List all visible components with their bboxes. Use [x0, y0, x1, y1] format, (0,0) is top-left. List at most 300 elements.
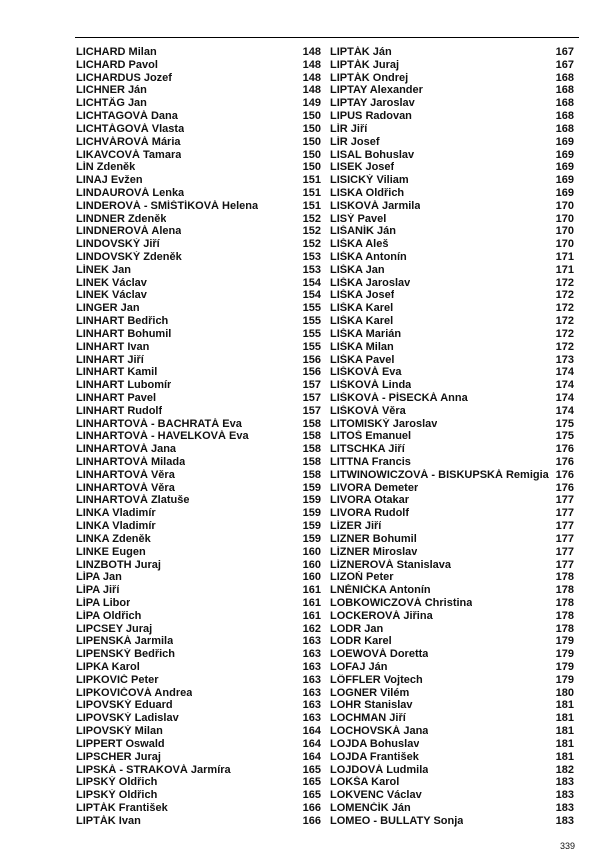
index-entry [76, 533, 321, 546]
index-entry [76, 302, 321, 315]
entry-page: 150 [302, 135, 321, 148]
index-entry [76, 289, 321, 302]
entry-name: LINHARTOVÁ Věra [76, 481, 175, 494]
entry-page: 177 [555, 532, 574, 545]
entry-name: LIPKOVIČ Peter [76, 673, 159, 686]
entry-name: LITTNA Francis [330, 456, 411, 468]
entry-page: 178 [555, 596, 574, 609]
entry-name: LINKA Vladimír [76, 520, 156, 533]
entry-page: 181 [555, 712, 574, 725]
entry-page: 166 [302, 801, 321, 814]
entry-name: LINHART Pavel [76, 391, 157, 404]
index-entry [76, 264, 321, 277]
entry-name: LIPSKÝ Oldřich [76, 789, 158, 802]
index-entry [330, 674, 574, 687]
index-entry [76, 776, 321, 789]
index-entry [76, 59, 321, 72]
entry-page: 161 [302, 596, 321, 609]
entry-name: LOMENČÍK Ján [330, 801, 411, 814]
entry-page: 159 [302, 481, 321, 494]
index-entry [76, 687, 321, 700]
index-entry [330, 725, 574, 738]
index-entry [76, 610, 321, 623]
entry-page: 178 [555, 571, 574, 584]
entry-name: LINHARTOVÁ - BACHRATÁ Eva [76, 417, 242, 430]
entry-name: LINHARTOVÁ - HAVELKOVÁ Eva [76, 430, 249, 443]
entry-page: 177 [555, 494, 574, 507]
entry-page: 163 [302, 661, 321, 673]
entry-name: LIŠKA Aleš [330, 238, 389, 251]
index-entry [330, 699, 574, 712]
entry-name: LITWINOWICZOVÁ - BISKUPSKÁ Remigia [330, 468, 549, 481]
entry-page: 170 [555, 199, 574, 212]
index-entry [76, 418, 321, 431]
index-entry [330, 213, 574, 226]
entry-name: LIPKA Karol [76, 661, 140, 673]
index-entry [76, 507, 321, 520]
entry-name: LIŠKOVÁ - PÍSECKÁ Anna [330, 391, 468, 404]
entry-name: LINEK Václav [76, 276, 147, 289]
entry-name: LIPPERT Oswald [76, 737, 165, 750]
entry-name: LIPTÁK Juraj [330, 58, 400, 71]
index-entry [76, 443, 321, 456]
entry-name: LOCHOVSKÁ Jana [330, 725, 429, 738]
entry-page: 183 [555, 801, 574, 814]
entry-page: 158 [302, 443, 321, 456]
entry-name: LINDNEROVÁ Alena [76, 225, 182, 238]
entry-name: LINHARTOVÁ Milada [76, 456, 186, 468]
entry-page: 161 [302, 609, 321, 622]
index-entry [330, 97, 574, 110]
entry-name: LIŠKA Karel [330, 315, 394, 328]
index-entry [330, 251, 574, 264]
entry-page: 168 [555, 71, 574, 84]
index-entry [330, 482, 574, 495]
entry-page: 170 [555, 238, 574, 251]
index-entry [330, 559, 574, 572]
index-entry [330, 751, 574, 764]
entry-name: LINAJ Evžen [76, 174, 143, 187]
index-entry [76, 354, 321, 367]
index-entry [76, 200, 321, 213]
index-entry [76, 328, 321, 341]
entry-page: 150 [302, 148, 321, 161]
entry-name: LODR Karel [330, 635, 392, 648]
index-entry [76, 238, 321, 251]
index-entry [76, 559, 321, 572]
entry-name: LOFAJ Ján [330, 661, 388, 673]
index-entry [76, 623, 321, 636]
entry-page: 156 [302, 353, 321, 366]
index-entry [330, 174, 574, 187]
entry-page: 155 [302, 302, 321, 315]
entry-name: LICHTAGOVÁ Dana [76, 110, 178, 123]
index-entry [330, 72, 574, 85]
index-entry [76, 571, 321, 584]
entry-page: 183 [555, 789, 574, 802]
entry-page: 150 [302, 161, 321, 174]
index-entry [76, 751, 321, 764]
entry-page: 155 [302, 327, 321, 340]
index-entry [76, 225, 321, 238]
entry-name: LITOMISKÝ Jaroslav [330, 417, 438, 430]
index-entry [330, 289, 574, 302]
entry-page: 176 [555, 443, 574, 456]
index-entry [330, 597, 574, 610]
index-entry [330, 776, 574, 789]
entry-name: LOCHMAN Jiří [330, 712, 406, 725]
index-entry [330, 238, 574, 251]
index-entry [76, 712, 321, 725]
entry-name: LIPTÁK Ondrej [330, 71, 409, 84]
index-entry [330, 520, 574, 533]
entry-name: LIZOŇ Peter [330, 571, 394, 584]
entry-page: 163 [302, 648, 321, 661]
entry-name: LÍPA Oldřich [76, 609, 142, 622]
entry-page: 149 [302, 97, 321, 110]
entry-page: 170 [555, 212, 574, 225]
entry-page: 174 [555, 379, 574, 392]
index-entry [330, 302, 574, 315]
entry-page: 154 [302, 276, 321, 289]
entry-name: LIZNER Bohumil [330, 532, 417, 545]
entry-page: 164 [302, 737, 321, 750]
entry-page: 155 [302, 340, 321, 353]
index-entry [330, 623, 574, 636]
entry-page: 157 [302, 391, 321, 404]
entry-name: LIPCSEY Juraj [76, 622, 153, 635]
index-entry [76, 546, 321, 559]
entry-page: 151 [302, 186, 321, 199]
entry-name: LIŠANÍK Ján [330, 225, 397, 238]
entry-page: 153 [302, 251, 321, 263]
index-entry [330, 46, 574, 59]
entry-name: LOJDA Bohuslav [330, 737, 420, 750]
index-entry [330, 815, 574, 828]
entry-name: LÍN Zdeněk [76, 161, 136, 174]
entry-page: 165 [302, 789, 321, 802]
index-column-right [330, 46, 574, 828]
entry-name: LIŠKA Karel [330, 302, 394, 315]
index-entry [76, 661, 321, 674]
index-entry [76, 379, 321, 392]
entry-name: LIPSKÁ - STRAKOVÁ Jarmíra [76, 763, 231, 776]
index-entry [76, 520, 321, 533]
entry-name: LIPOVSKÝ Milan [76, 725, 163, 738]
entry-name: LINZBOTH Juraj [76, 558, 161, 571]
entry-name: LISICKÝ Viliam [330, 174, 409, 187]
entry-name: LIŠKA Antonín [330, 251, 407, 263]
entry-name: LICHARD Milan [76, 46, 157, 58]
entry-page: 172 [555, 276, 574, 289]
index-entry [76, 699, 321, 712]
entry-page: 163 [302, 699, 321, 712]
entry-page: 183 [555, 776, 574, 789]
entry-page: 171 [555, 251, 574, 263]
index-entry [330, 161, 574, 174]
entry-page: 172 [555, 315, 574, 328]
entry-page: 148 [302, 71, 321, 84]
entry-page: 159 [302, 507, 321, 520]
entry-page: 152 [302, 238, 321, 251]
entry-page: 163 [302, 635, 321, 648]
entry-page: 160 [302, 571, 321, 584]
entry-name: LINKE Eugen [76, 545, 146, 558]
index-entry [330, 123, 574, 136]
entry-page: 176 [555, 468, 574, 481]
entry-page: 150 [302, 122, 321, 135]
entry-name: LIŠKA Josef [330, 289, 395, 302]
entry-name: LNĚNIČKA Antonín [330, 584, 431, 597]
index-entry [76, 161, 321, 174]
entry-page: 158 [302, 456, 321, 468]
index-entry [76, 123, 321, 136]
entry-page: 163 [302, 712, 321, 725]
entry-page: 169 [555, 186, 574, 199]
entry-name: LIPTAY Alexander [330, 84, 423, 97]
entry-page: 168 [555, 97, 574, 110]
entry-page: 177 [555, 520, 574, 533]
entry-name: LITOŠ Emanuel [330, 430, 412, 443]
entry-name: LISÝ Pavel [330, 212, 387, 225]
entry-page: 172 [555, 289, 574, 302]
entry-name: LIŠKA Marián [330, 327, 402, 340]
index-entry [330, 418, 574, 431]
entry-name: LINHART Kamil [76, 366, 158, 379]
entry-page: 150 [302, 110, 321, 123]
entry-name: LÖFFLER Vojtech [330, 673, 423, 686]
index-entry [76, 494, 321, 507]
index-entry [330, 648, 574, 661]
entry-page: 174 [555, 404, 574, 417]
entry-name: LIŠKOVÁ Věra [330, 404, 406, 417]
entry-page: 173 [555, 353, 574, 366]
index-entry [76, 84, 321, 97]
entry-name: LIVORA Demeter [330, 481, 419, 494]
entry-name: LOJDA František [330, 750, 419, 763]
entry-name: LIPOVSKÝ Ladislav [76, 712, 179, 725]
entry-name: LINDNER Zdeněk [76, 212, 167, 225]
entry-name: LINHART Bohumil [76, 327, 172, 340]
index-entry [76, 187, 321, 200]
index-entry [76, 174, 321, 187]
entry-page: 180 [555, 686, 574, 699]
index-entry [330, 315, 574, 328]
index-entry [330, 430, 574, 443]
entry-page: 174 [555, 391, 574, 404]
entry-name: LINDOVSKÝ Jiří [76, 238, 160, 251]
entry-page: 156 [302, 366, 321, 379]
entry-page: 164 [302, 750, 321, 763]
entry-page: 155 [302, 315, 321, 328]
entry-name: LÍR Jiří [330, 122, 368, 135]
entry-page: 148 [302, 46, 321, 58]
index-entry [330, 264, 574, 277]
index-entry [76, 213, 321, 226]
entry-page: 182 [555, 763, 574, 776]
entry-page: 159 [302, 494, 321, 507]
index-entry [76, 456, 321, 469]
entry-name: LISEK Josef [330, 161, 395, 174]
entry-page: 179 [555, 648, 574, 661]
entry-name: LINKA Zdeněk [76, 532, 151, 545]
index-entry [330, 149, 574, 162]
index-entry [76, 584, 321, 597]
entry-page: 159 [302, 532, 321, 545]
entry-name: LIŠKA Pavel [330, 353, 395, 366]
entry-name: LIPTÁK František [76, 801, 168, 814]
entry-name: LICHARDUS Jozef [76, 71, 172, 84]
entry-name: LIPTAY Jaroslav [330, 97, 415, 110]
entry-name: LÍZER Jiří [330, 520, 382, 533]
entry-name: LIPUS Radovan [330, 110, 412, 123]
entry-page: 178 [555, 622, 574, 635]
entry-name: LISKOVÁ Jarmila [330, 199, 421, 212]
index-entry [330, 456, 574, 469]
entry-name: LINHARTOVÁ Zlatuše [76, 494, 190, 507]
entry-page: 157 [302, 379, 321, 392]
entry-name: LICHARD Pavol [76, 58, 158, 71]
index-entry [330, 225, 574, 238]
index-entry [330, 661, 574, 674]
entry-page: 178 [555, 609, 574, 622]
entry-page: 171 [555, 263, 574, 276]
entry-name: LINHART Lubomír [76, 379, 172, 392]
entry-name: LIŠKA Jaroslav [330, 276, 411, 289]
index-entry [76, 815, 321, 828]
entry-name: LINHART Ivan [76, 340, 150, 353]
entry-page: 174 [555, 366, 574, 379]
index-entry [330, 494, 574, 507]
entry-page: 176 [555, 481, 574, 494]
index-entry [76, 366, 321, 379]
index-entry [330, 200, 574, 213]
entry-name: LOMEO - BULLATY Sonja [330, 814, 464, 827]
entry-name: LICHTÁGOVÁ Vlasta [76, 122, 185, 135]
entry-page: 159 [302, 520, 321, 533]
entry-name: LICHNER Ján [76, 84, 147, 97]
index-entry [76, 764, 321, 777]
entry-page: 158 [302, 417, 321, 430]
entry-page: 153 [302, 263, 321, 276]
index-entry [330, 328, 574, 341]
entry-name: LOHR Stanislav [330, 699, 413, 712]
entry-name: LINHARTOVÁ Věra [76, 468, 175, 481]
entry-name: LOKŠA Karol [330, 776, 400, 789]
entry-name: LINDOVSKÝ Zdeněk [76, 251, 182, 263]
index-entry [330, 187, 574, 200]
entry-name: LODR Jan [330, 622, 384, 635]
entry-name: LOEWOVÁ Doretta [330, 648, 429, 661]
index-entry [330, 571, 574, 584]
index-entry [330, 738, 574, 751]
index-entry [76, 430, 321, 443]
index-entry [76, 482, 321, 495]
entry-page: 163 [302, 686, 321, 699]
entry-name: LÍPA Jan [76, 571, 122, 584]
index-entry [76, 802, 321, 815]
entry-page: 181 [555, 725, 574, 738]
entry-name: LIPSKÝ Oldřich [76, 776, 158, 789]
index-entry [330, 712, 574, 725]
entry-name: LINHART Rudolf [76, 404, 163, 417]
page-number: 339 [560, 841, 576, 851]
entry-page: 178 [555, 584, 574, 597]
entry-name: LIŠKOVÁ Eva [330, 366, 402, 379]
entry-name: LIŠKOVÁ Linda [330, 379, 412, 392]
entry-page: 179 [555, 661, 574, 673]
index-entry [76, 72, 321, 85]
entry-page: 158 [302, 430, 321, 443]
entry-name: LÍZNEROVÁ Stanislava [330, 558, 452, 571]
index-entry [76, 149, 321, 162]
index-entry [76, 251, 321, 264]
entry-page: 176 [555, 456, 574, 468]
entry-page: 167 [555, 46, 574, 58]
index-entry [76, 46, 321, 59]
entry-name: LÍPA Libor [76, 596, 131, 609]
entry-page: 183 [555, 814, 574, 827]
entry-page: 168 [555, 122, 574, 135]
entry-page: 179 [555, 635, 574, 648]
index-entry [76, 136, 321, 149]
entry-name: LIPSCHER Juraj [76, 750, 161, 763]
entry-page: 151 [302, 199, 321, 212]
entry-page: 160 [302, 558, 321, 571]
index-entry [76, 392, 321, 405]
entry-page: 152 [302, 212, 321, 225]
entry-page: 154 [302, 289, 321, 302]
entry-name: LÍZNER Miroslav [330, 545, 418, 558]
index-entry [76, 597, 321, 610]
entry-page: 175 [555, 430, 574, 443]
entry-name: LINEK Václav [76, 289, 147, 302]
entry-name: LÍNEK Jan [76, 263, 132, 276]
entry-name: LIVORA Rudolf [330, 507, 410, 520]
entry-name: LÍPA Jiří [76, 584, 120, 597]
index-entry [330, 405, 574, 418]
index-entry [330, 789, 574, 802]
index-entry [76, 97, 321, 110]
index-entry [330, 507, 574, 520]
index-entry [330, 84, 574, 97]
entry-name: LINDAUROVÁ Lenka [76, 186, 185, 199]
entry-name: LINKA Vladimír [76, 507, 156, 520]
index-entry [76, 674, 321, 687]
header-rule [75, 37, 579, 38]
entry-page: 181 [555, 750, 574, 763]
entry-page: 165 [302, 763, 321, 776]
entry-page: 169 [555, 161, 574, 174]
entry-page: 163 [302, 673, 321, 686]
entry-page: 181 [555, 699, 574, 712]
entry-page: 151 [302, 174, 321, 187]
entry-page: 158 [302, 468, 321, 481]
entry-name: LINGER Jan [76, 302, 140, 315]
entry-name: LITSCHKA Jiří [330, 443, 405, 456]
entry-name: LIPOVSKÝ Eduard [76, 699, 173, 712]
entry-name: LOCKEROVÁ Jiřina [330, 609, 433, 622]
index-entry [76, 110, 321, 123]
entry-name: LISKA Oldřich [330, 186, 405, 199]
index-entry [330, 443, 574, 456]
entry-name: LIPTÁK Ján [330, 46, 392, 58]
entry-page: 177 [555, 558, 574, 571]
entry-name: LOGNER Vilém [330, 686, 410, 699]
entry-page: 168 [555, 84, 574, 97]
index-column-left [76, 46, 321, 828]
entry-name: LIŠKA Jan [330, 263, 385, 276]
